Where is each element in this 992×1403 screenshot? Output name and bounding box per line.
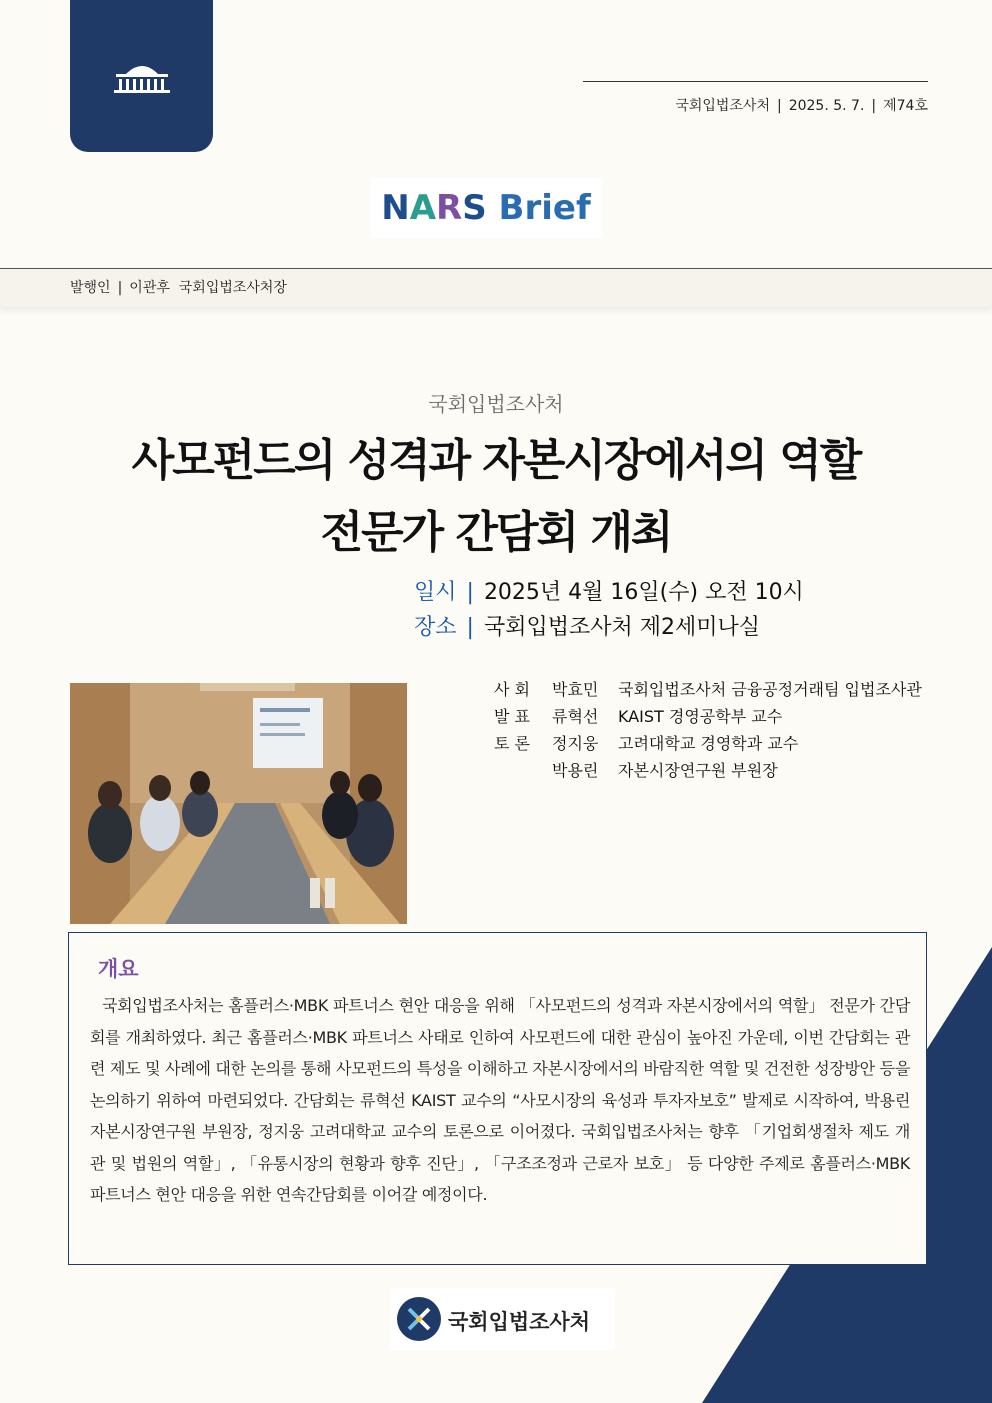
national-assembly-icon: [106, 60, 178, 94]
separator: |: [871, 98, 877, 114]
summary-heading: 개요: [98, 957, 139, 981]
assembly-emblem-tab: [70, 0, 213, 152]
participant-row: 박용린 자본시장연구원 부원장: [552, 761, 778, 780]
place-label: 장소: [414, 615, 457, 640]
meeting-photo: [70, 683, 407, 924]
issue-info: [675, 95, 928, 115]
title-line-2: 전문가 간담회 개최: [320, 507, 672, 558]
footer-org-name: 국회입법조사처: [448, 1310, 591, 1334]
participant-row: 발 표 류혁선 KAIST 경영공학부 교수: [494, 707, 783, 726]
place-value: 국회입법조사처 제2세미나실: [483, 615, 760, 640]
datetime-value: 2025년 4월 16일(수) 오전 10시: [483, 580, 804, 605]
datetime-label: 일시: [414, 580, 457, 605]
publisher-bar: 발행인 | 이관후 국회입법조사처장: [0, 269, 992, 307]
event-place: 장소 | 국회입법조사처 제2세미나실: [414, 615, 760, 640]
footer-logo: [390, 1288, 615, 1350]
publisher-value: 이관후 국회입법조사처장: [129, 280, 287, 296]
publisher-label: 발행인: [70, 280, 111, 296]
summary-box: [68, 932, 927, 1265]
participant-row: 토 론 정지웅 고려대학교 경영학과 교수: [494, 734, 799, 753]
nars-emblem-icon: [396, 1296, 442, 1342]
summary-body: 국회입법조사처는 홈플러스·MBK 파트너스 현안 대응을 위해 「사모펀드의 성격과 자본시장에서의 역할」 전문가 간담회를 개최하였다. 최근 홈플러스·MBK 파트너스 사태로 인하여 사모펀드에 대한 관심이 높아진 가운데, 이번 간담회는 관련 제도 및 사례에 대한 논의를 통해 사모펀드의 특성을 이해하고 자본시장에서의 바람직한 역할 및 건전한 성장방안 등을 논의하기 위하여 마련되었다. 간담회는 류혁선 KAIST 교수의 “사모시장의 육성과 투자자보호” 발제로 시작하여, 박용린 자본시장연구원 부원장, 정지웅 고려대학교 교수의 토론으로 이어졌다. 국회입법조사처는 향후 「기업회생절차 제도 개관 및 법원의 역할」, 「유통시장의 현황과 향후 진단」, 「구조조정과 근로자 보호」 등 다양한 주제로 홈플러스·MBK 파트너스 현안 대응을 위한 연속간담회를 이어갈 예정이다.: [90, 996, 910, 1204]
issuer: 국회입법조사처: [675, 98, 770, 114]
nars-brief-logo: NARS Brief: [370, 178, 602, 238]
participant-list: [494, 676, 922, 784]
separator: |: [776, 98, 782, 114]
issue-date: 2025. 5. 7.: [788, 98, 865, 114]
participant-row: 사 회 박효민 국회입법조사처 금융공정거래팀 입법조사관: [494, 680, 922, 699]
event-datetime: 일시 | 2025년 4월 16일(수) 오전 10시: [414, 580, 804, 605]
org-label: 국회입법조사처: [428, 392, 564, 416]
title-line-1: 사모펀드의 성격과 자본시장에서의 역할: [131, 435, 861, 486]
header-rule: [583, 81, 928, 82]
issue-number: 제74호: [883, 98, 928, 114]
